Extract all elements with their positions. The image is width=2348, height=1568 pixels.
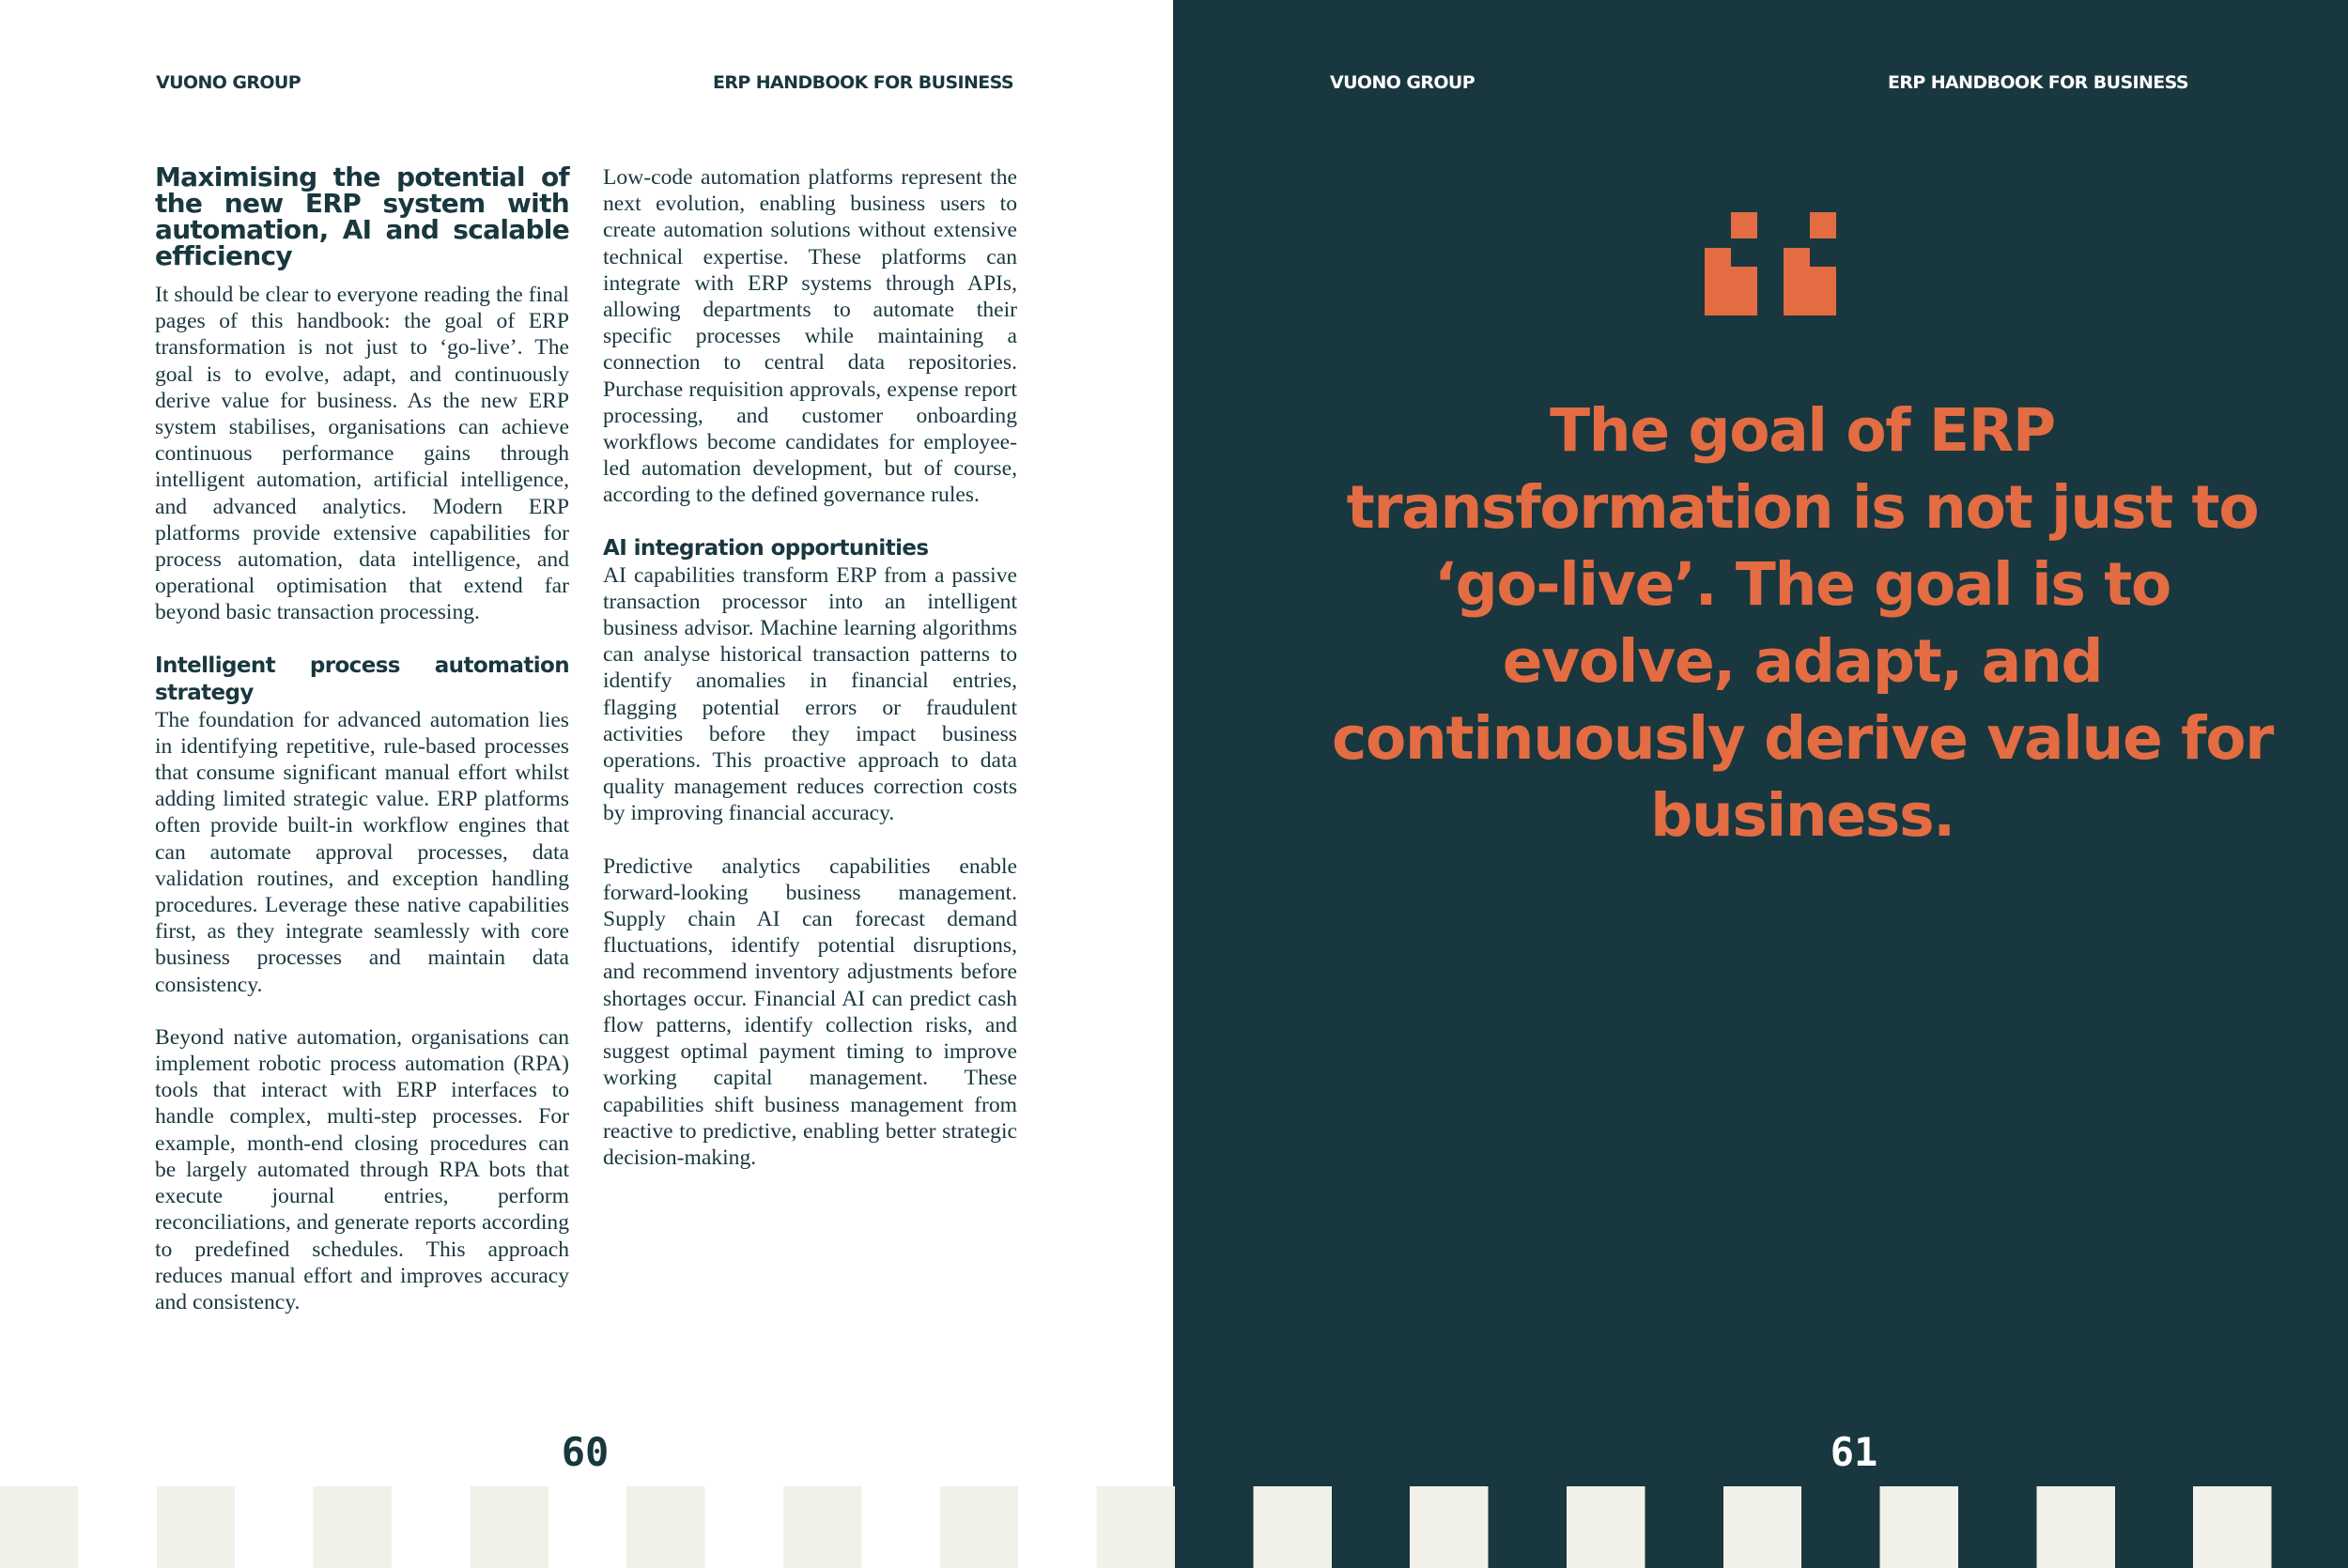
left-page	[0, 0, 1173, 1568]
pull-quote: The goal of ERP transformation is not just to ‘go-live’. The goal is to evolve, adapt, and continuously derive value for business.	[1331, 396, 2274, 850]
subheading-automation: Intelligent process automation strategy	[155, 653, 569, 705]
text-column-2	[603, 164, 1017, 1171]
paragraph: The foundation for advanced automation lies in identifying repetitive, rule-based processes that consume significant manual effort whilst adding limited strategic value. ERP platforms often provide built-in workflow engines that can automate approval processes, data validation routines, and exception handling procedures. Leverage these native capabilities first, as they integrate seamlessly with core business processes and maintain data consistency.	[155, 707, 569, 997]
right-page	[1173, 0, 2348, 1568]
pixel-quote-mark-icon	[1705, 212, 1836, 315]
text-column-1	[155, 161, 569, 1315]
paragraph: AI capabilities transform ERP from a passive transaction processor into an intelligent business advisor. Machine learning algorithms can analyse historical transaction patterns to identify anomalies in financial entries, flagging potential errors or fraudulent activities before they impact business operations. This proactive approach to data quality management reduces correction costs by improving financial accuracy.	[603, 562, 1017, 826]
intro-paragraph: It should be clear to everyone reading the final pages of this handbook: the goal of ERP transformation is not just to ‘go-live’. The goal is to evolve, adapt, and continuously derive value for business. As the new ERP system stabilises, organisations can achieve continuous performance gains through intelligent automation, artificial intelligence, and advanced analytics. Modern ERP platforms provide extensive capabilities for process automation, data intelligence, and operational optimisation that extend far beyond basic transaction processing.	[155, 283, 569, 625]
paragraph: Low-code automation platforms represent the next evolution, enabling business users to create automation solutions without extensive technical expertise. These platforms can integrate with ERP systems through APIs, allowing departments to automate their specific processes while maintaining a connection to central data repositories. Purchase requisition approvals, expense report processing, and customer onboarding workflows become candidates for employee-led automation development, but of course, according to the defined governance rules.	[603, 165, 1017, 508]
page-number: 60	[561, 1429, 610, 1475]
header-brand: VUONO GROUP	[156, 72, 301, 93]
page-number: 61	[1830, 1429, 1878, 1475]
subheading-ai: AI integration opportunities	[603, 535, 929, 561]
paragraph: Beyond native automation, organisations can implement robotic process automation (RPA) tools that interact with ERP interfaces to handle complex, multi-step processes. For example, month-end closing procedures can be largely automated through RPA bots that execute journal entries, perform reconciliations, and generate reports according to predefined schedules. This approach reduces manual effort and improves accuracy and consistency.	[155, 1024, 569, 1314]
header-title: ERP HANDBOOK FOR BUSINESS	[1888, 72, 2188, 93]
section-heading: Maximising the potential of the new ERP system with automation, AI and scalable efficiency	[155, 161, 569, 271]
header-title: ERP HANDBOOK FOR BUSINESS	[713, 72, 1013, 93]
header-brand: VUONO GROUP	[1330, 72, 1475, 93]
paragraph: Predictive analytics capabilities enable forward-looking business management. Supply chain AI can forecast demand fluctuations, identify potential disruptions, and recommend inventory adjustments before shortages occur. Financial AI can predict cash flow patterns, identify collection risks, and suggest optimal payment timing to improve working capital management. These capabilities shift business management from reactive to predictive, enabling better strategic decision-making.	[603, 853, 1017, 1170]
